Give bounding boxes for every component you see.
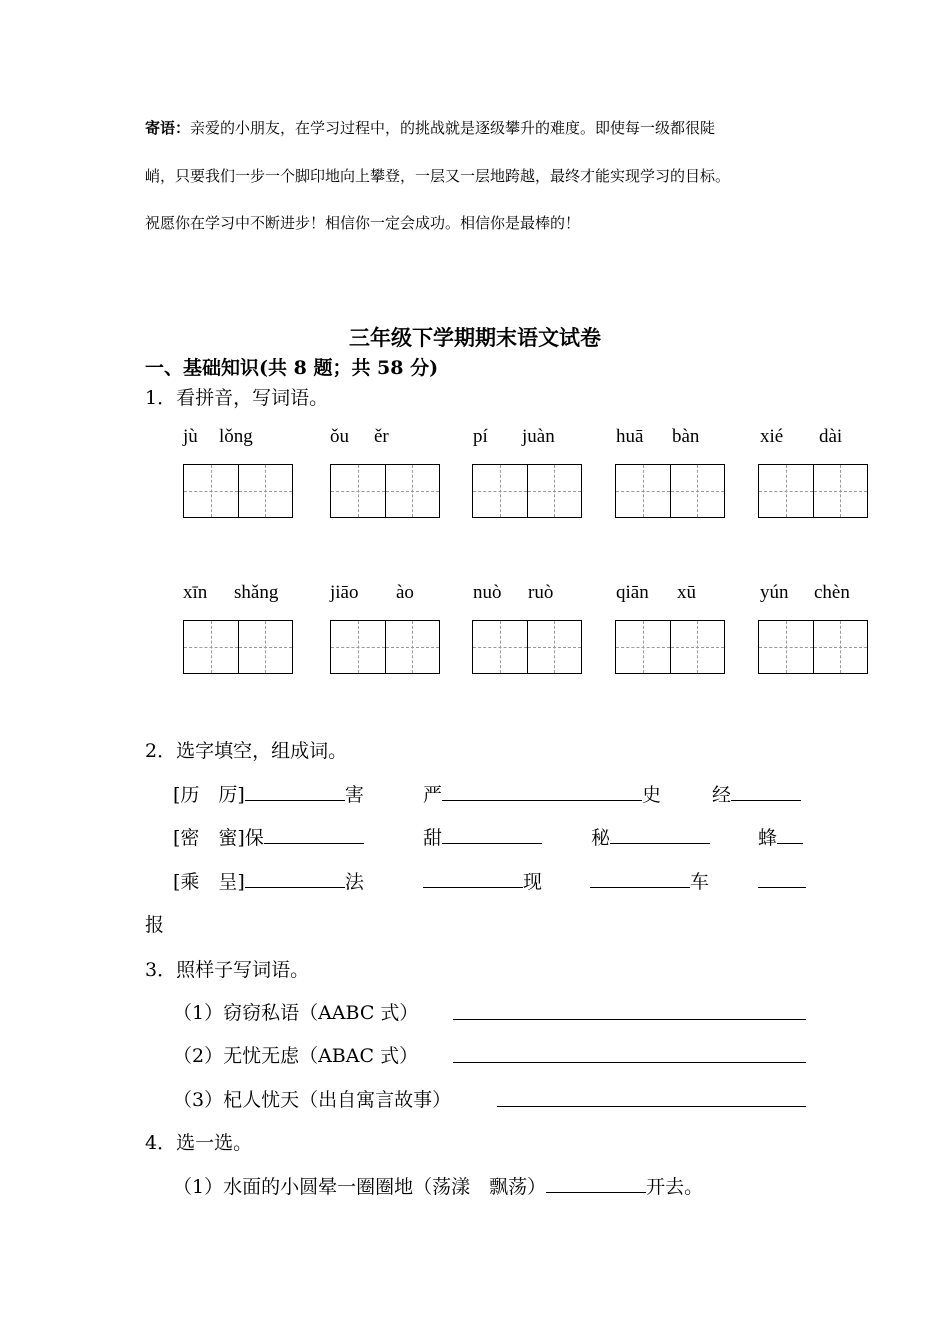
q2-r1-word-4: 经 [712, 784, 732, 806]
q2-r1-word-3: 史 [642, 784, 662, 806]
q2-row-2 [173, 823, 364, 850]
q2-r3-blank-2[interactable] [423, 867, 523, 888]
q3-answer-line-2[interactable] [453, 1041, 806, 1063]
question-4-label: 4．选一选。 [145, 1132, 253, 1154]
message-label: 寄语： [145, 119, 191, 137]
q2-row-1c [712, 780, 801, 807]
q2-row-3d [758, 867, 806, 893]
q2-r2-blank-2[interactable] [442, 823, 542, 844]
message-line-2: 峭，只要我们一步一个脚印地向上攀登，一层又一层地跨越，最终才能实现学习的目标。 [145, 167, 731, 185]
q2-row-1-group: [历 厉] [173, 784, 245, 806]
write-box-2-1[interactable] [183, 620, 293, 674]
write-box-1-5[interactable] [758, 464, 868, 518]
pinyin-1-5: xié dài [760, 426, 843, 447]
q2-r2-blank-1[interactable] [264, 823, 364, 844]
q2-row-3c [590, 867, 709, 894]
pinyin-2-5: yún chèn [760, 582, 850, 603]
write-box-2-2[interactable] [330, 620, 440, 674]
write-box-2-3[interactable] [472, 620, 582, 674]
write-box-1-1[interactable] [183, 464, 293, 518]
question-1-label: 1．看拼音，写词语。 [145, 387, 329, 409]
pinyin-1-3: pí juàn [473, 426, 555, 447]
q2-row-2-group: [密 蜜] [173, 827, 245, 849]
q3-item-1-text: （1）窃窃私语（AABC 式） [173, 1002, 419, 1024]
q2-r3-blank-3[interactable] [590, 867, 690, 888]
q4-item-1-blank[interactable] [546, 1172, 646, 1193]
q2-r2-blank-3[interactable] [610, 823, 710, 844]
q4-item-1-suffix: 开去。 [646, 1176, 704, 1198]
q2-row-1b [423, 780, 661, 807]
pinyin-2-4: qiān xū [616, 582, 696, 603]
q2-r1-blank-1[interactable] [245, 780, 345, 801]
write-box-2-4[interactable] [615, 620, 725, 674]
q2-r3-word-3: 车 [690, 871, 710, 893]
write-box-1-4[interactable] [615, 464, 725, 518]
q3-item-2-text: （2）无忧无虑（ABAC 式） [173, 1045, 419, 1067]
pinyin-2-1: xīn shǎng [183, 582, 279, 603]
q2-r3-word-2: 现 [523, 871, 543, 893]
q2-row-3 [173, 867, 364, 894]
question-2-label: 2．选字填空，组成词。 [145, 740, 348, 762]
q2-r2-word-2: 甜 [423, 827, 443, 849]
q3-item-1 [173, 998, 418, 1025]
q2-r3-word-1: 法 [344, 871, 364, 893]
q3-answer-line-3[interactable] [497, 1085, 806, 1107]
q3-item-3-text: （3）杞人忧天（出自寓言故事） [173, 1089, 452, 1111]
q2-r1-blank-3[interactable] [731, 780, 801, 801]
message-line-3: 祝愿你在学习中不断进步！相信你一定会成功。相信你是最棒的！ [145, 214, 581, 232]
q2-r2-word-4: 蜂 [758, 827, 778, 849]
message-text-1: 亲爱的小朋友，在学习过程中，的挑战就是逐级攀升的难度。即使每一级都很陡 [190, 119, 716, 137]
q2-r3-blank-4[interactable] [758, 867, 806, 888]
pinyin-2-3: nuò ruò [473, 582, 554, 603]
q2-row-2d [758, 823, 803, 850]
q2-row-3b [423, 867, 542, 894]
q4-item-1 [173, 1172, 703, 1199]
q4-item-1-prefix: （1）水面的小圆晕一圈圈地（荡漾 飘荡） [173, 1176, 547, 1198]
pinyin-1-1: jù lǒng [183, 426, 253, 447]
page-title: 三年级下学期期末语文试卷 [349, 325, 601, 350]
q2-row-3-group: [乘 呈] [173, 871, 245, 893]
message-line-1 [145, 117, 715, 138]
q2-r2-word-1: 保 [244, 827, 264, 849]
q2-row-1 [173, 780, 364, 807]
write-box-2-5[interactable] [758, 620, 868, 674]
q2-r1-word-2: 严 [423, 784, 443, 806]
q2-r3-blank-1[interactable] [245, 867, 345, 888]
section-heading: 一、基础知识(共 8 题；共 58 分) [145, 357, 439, 379]
q3-item-3 [173, 1085, 451, 1112]
question-3-label: 3．照样子写词语。 [145, 959, 310, 981]
write-box-1-3[interactable] [472, 464, 582, 518]
q2-row-3-wrap: 报 [145, 914, 165, 936]
pinyin-1-4: huā bàn [616, 426, 700, 447]
q2-r2-word-3: 秘 [591, 827, 611, 849]
q3-item-2 [173, 1041, 418, 1068]
q2-r1-word-1: 害 [344, 784, 364, 806]
q2-row-2c [591, 823, 710, 850]
pinyin-1-2: ǒu ěr [330, 426, 389, 447]
q3-answer-line-1[interactable] [453, 998, 806, 1020]
pinyin-2-2: jiāo ào [330, 582, 414, 603]
q2-r2-blank-4[interactable] [777, 823, 803, 844]
write-box-1-2[interactable] [330, 464, 440, 518]
q2-row-2b [423, 823, 542, 850]
q2-r1-blank-2[interactable] [442, 780, 642, 801]
